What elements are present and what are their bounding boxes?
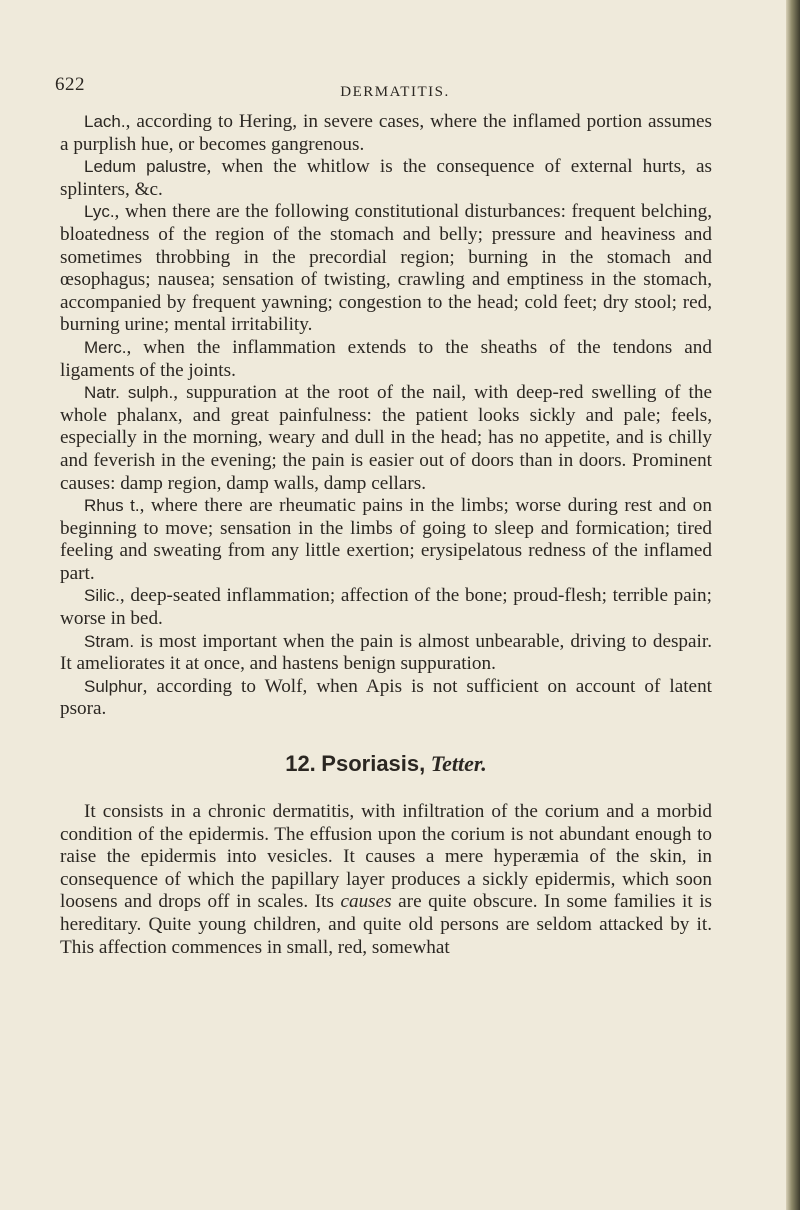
remedy-name: Sulphur (84, 676, 143, 696)
paragraph-rhus-t (60, 495, 712, 585)
paragraph-text: , suppuration at the root of the nail, with deep-red swelling of the whole phalanx, and great painfulness: the patient looks sickly and pale; feels, especially in the morning, weary and dull in the head; has no appetite, and is chilly and feverish in the evening; the pain is easier out of doors than in doors. Prominent causes: damp region, damp walls, damp cellars. (60, 382, 712, 494)
paragraph-text: are quite obscure. In some families it is hereditary. Quite young children, and quite old persons are seldom attacked by it. This affection commences in small, red, somewhat (60, 891, 712, 958)
paragraph-text: is most important when the pain is almost unbearable, driving to despair. It ameliorates it at once, and hastens benign suppuration. (60, 630, 712, 675)
paragraph-psoriasis (60, 801, 712, 959)
paragraph-sulphur (60, 676, 712, 721)
paragraph-text: , deep-seated inflammation; affection of the bone; proud-flesh; terrible pain; worse in bed. (60, 585, 712, 630)
remedy-name: Lyc. (84, 202, 115, 222)
paragraph-lyc (60, 201, 712, 337)
text-body (60, 111, 712, 959)
paragraph-ledum (60, 156, 712, 201)
paragraph-text: , according to Wolf, when Apis is not sufficient on account of latent psora. (60, 675, 712, 720)
remedy-name: Stram. (84, 631, 135, 651)
paragraph-stram (60, 631, 712, 676)
remedy-name: Rhus t. (84, 496, 140, 516)
section-name: Psoriasis, (321, 751, 426, 777)
section-number: 12. (285, 751, 316, 777)
paragraph-text: , where there are rheumatic pains in the limbs; worse during rest and on beginning to move; sensation in the limbs of going to sleep and formication; tired feeling and sweating from any little exertion; erysipelatous redness of the inflamed part. (60, 495, 712, 584)
paragraph-natr-sulph (60, 382, 712, 495)
paragraph-text: , when the inflammation extends to the sheaths of the tendons and ligaments of the joints. (60, 336, 712, 381)
page-edge-shadow (786, 0, 800, 1210)
remedy-name: Merc. (84, 337, 127, 357)
paragraph-silic (60, 585, 712, 630)
paragraph-text: , when there are the following constitutional disturbances: frequent belching, bloatedness of the region of the stomach and belly; pressure and heaviness and sometimes throbbing in the precordial region; burning in the stomach and œsophagus; nausea; sensation of twisting, crawling and emptiness in the stomach, accompanied by frequent yawning; congestion to the head; cold feet; dry stool; red, burning urine; mental irritability. (60, 201, 712, 336)
paragraph-lach (60, 111, 712, 156)
remedy-name: Natr. sulph. (84, 383, 174, 403)
page-number: 622 (55, 74, 85, 95)
paragraph-text: , according to Hering, in severe cases, where the inflamed portion assumes a purplish hue, or becomes gangrenous. (60, 111, 712, 155)
paragraph-merc (60, 337, 712, 382)
running-head: DERMATITIS. (340, 84, 450, 100)
section-heading (60, 751, 712, 777)
remedy-name: Lach. (84, 112, 126, 131)
remedy-name: Ledum palustre (84, 157, 207, 177)
section-alt-name: Tetter. (430, 751, 487, 777)
remedy-name: Silic. (84, 586, 120, 606)
paragraph-text: , when the whitlow is the consequence of external hurts, as splinters, &c. (60, 156, 712, 200)
emphasis-text: causes (340, 891, 392, 913)
paragraph-text: It consists in a chronic dermatitis, with infiltration of the corium and a morbid condition of the epidermis. The effusion upon the corium is not abundant enough to raise the epidermis into vesicles. It causes a mere hyperæmia of the skin, in consequence of which the papillary layer produces a sickly epidermis, which soon loosens and drops off in scales. Its (60, 801, 712, 913)
